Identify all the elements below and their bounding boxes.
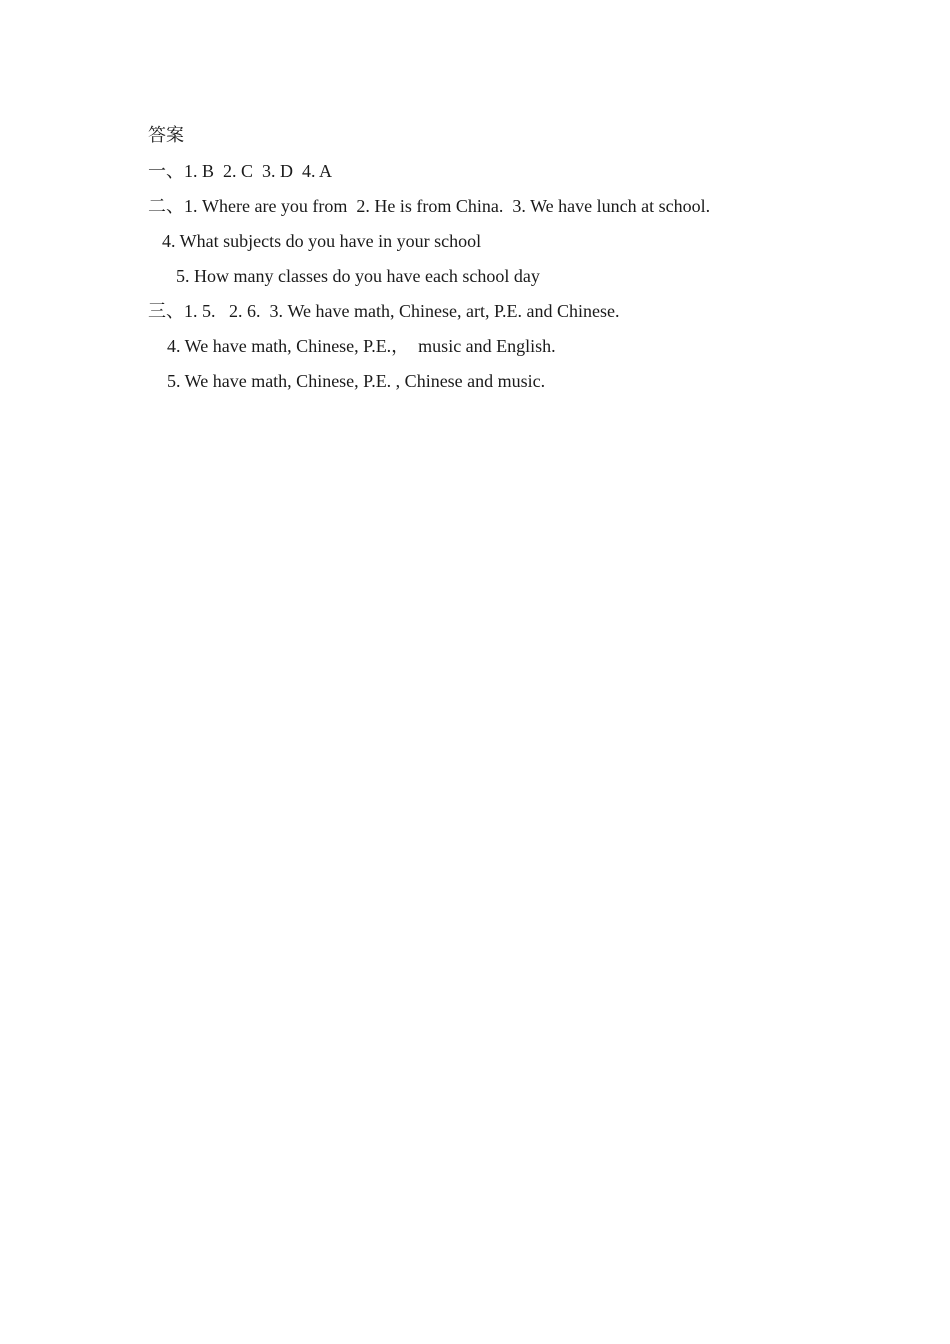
section-three-line-3: 5. We have math, Chinese, P.E. , Chinese and music.	[167, 371, 546, 391]
section-three-line-1: 三、1. 5. 2. 6. 3. We have math, Chinese, art, P.E. and Chinese.	[148, 301, 620, 321]
answer-title: 答案	[148, 125, 184, 145]
section-one-answers: 一、1. B 2. C 3. D 4. A	[148, 161, 333, 181]
section-two-line-2: 4. What subjects do you have in your school	[162, 231, 482, 251]
section-two-line-3: 5. How many classes do you have each school day	[176, 266, 540, 286]
section-two-line-1: 二、1. Where are you from 2. He is from China. 3. We have lunch at school.	[148, 196, 711, 216]
section-three-line-2: 4. We have math, Chinese, P.E.， music and English.	[167, 336, 556, 356]
